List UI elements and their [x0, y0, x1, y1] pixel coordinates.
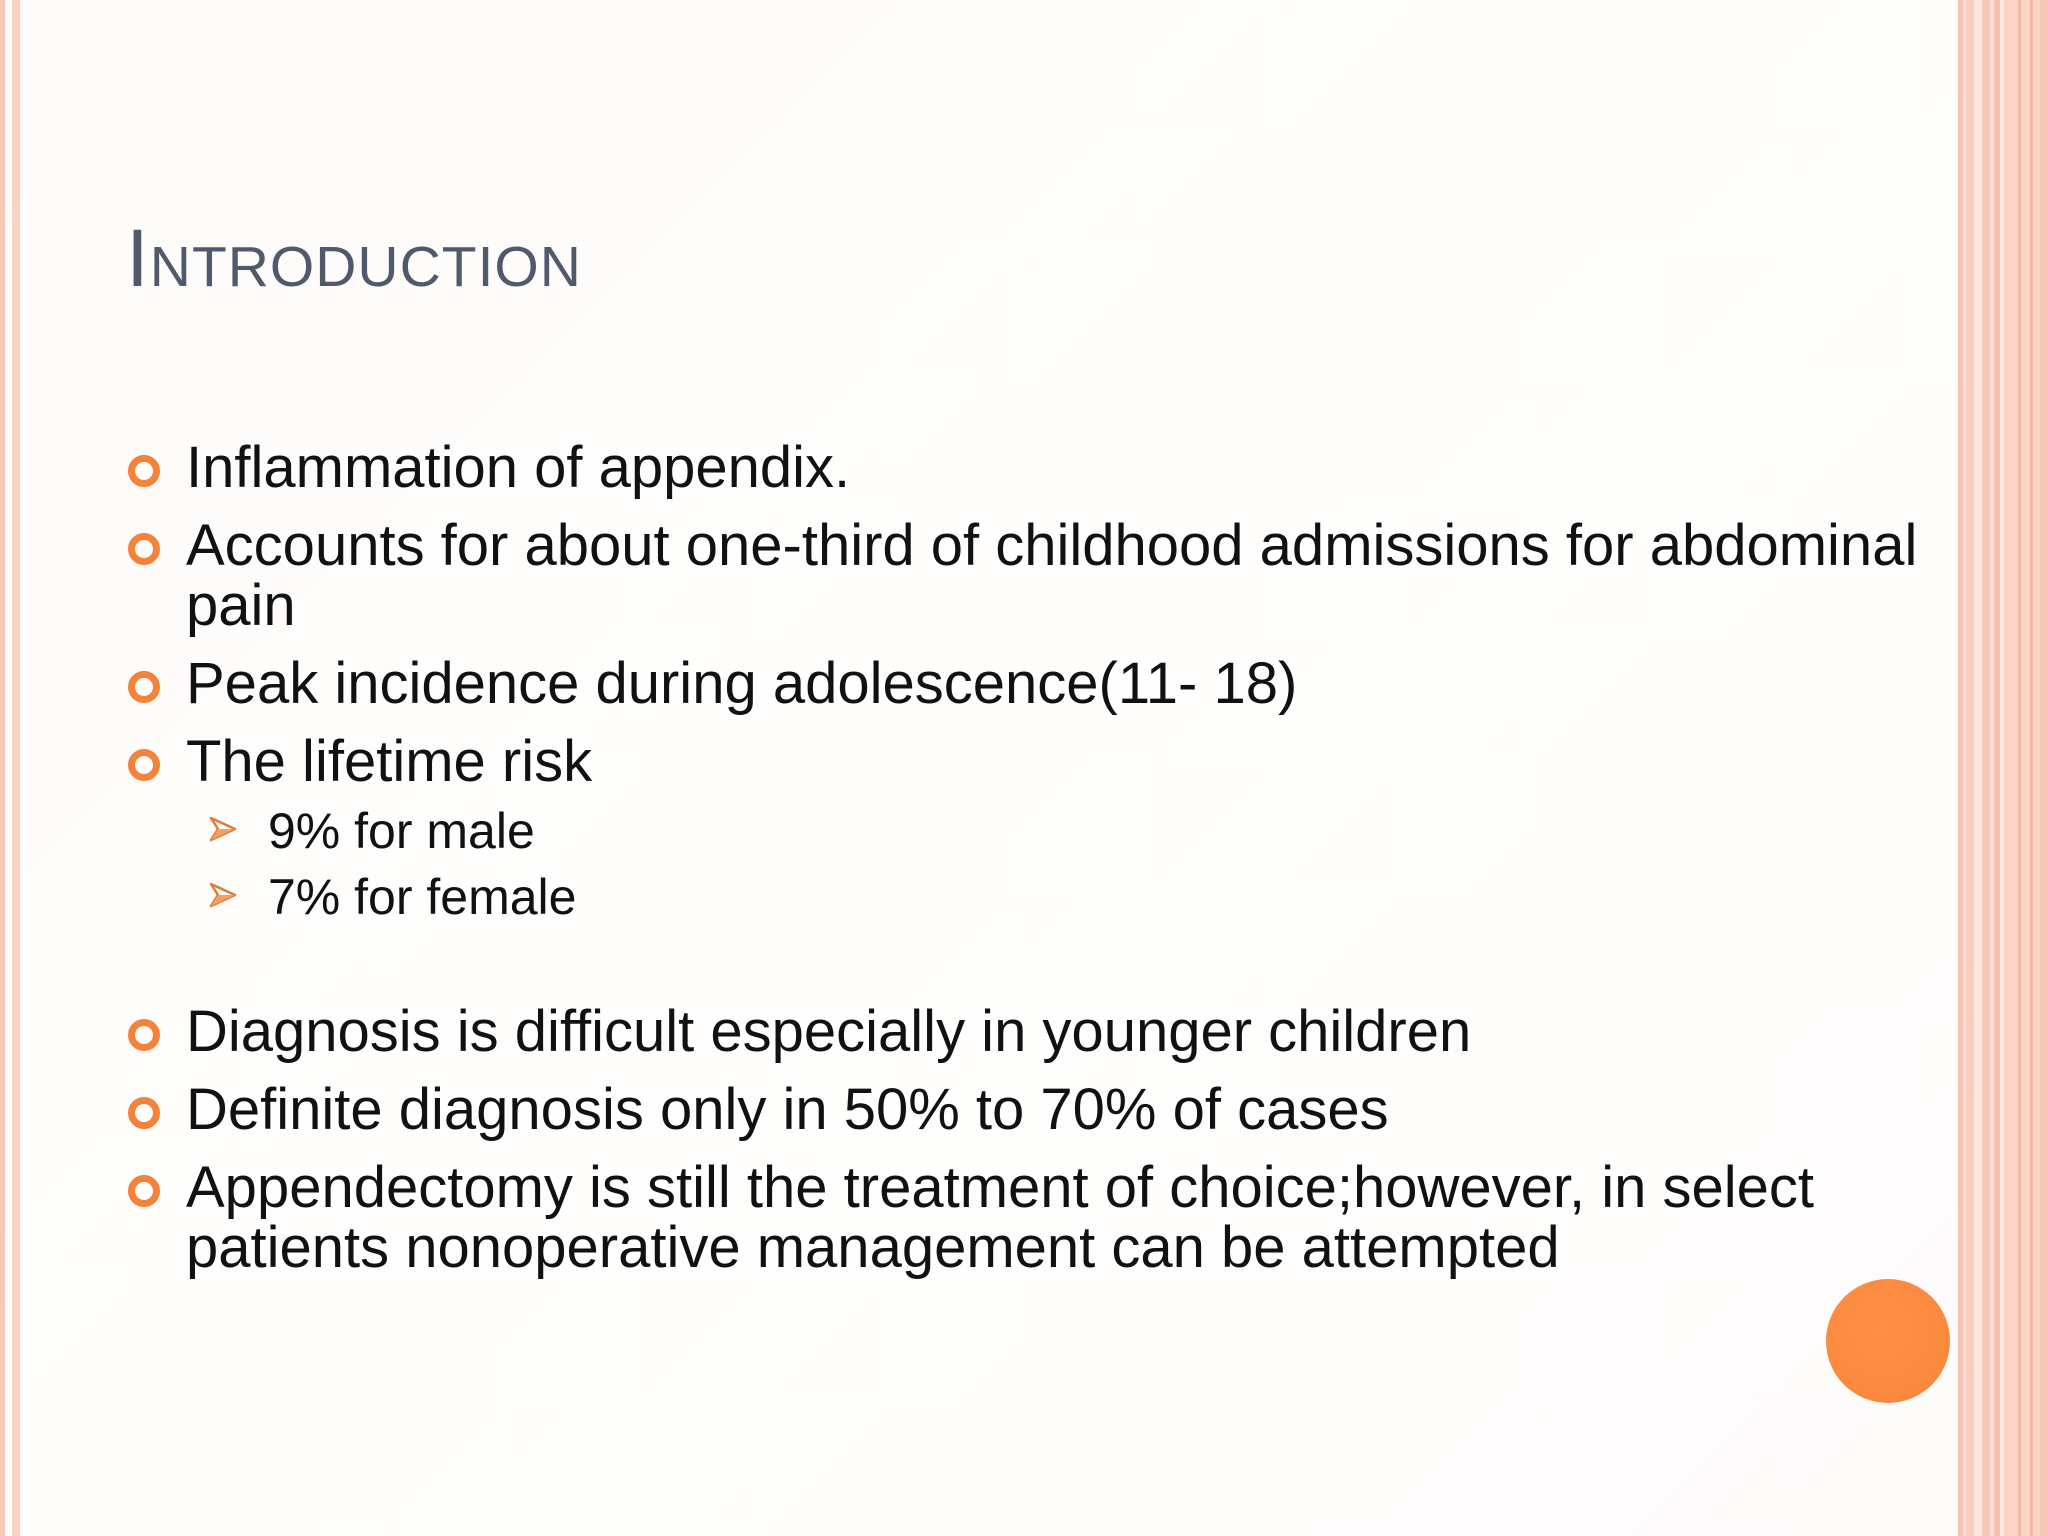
orange-ring-icon	[128, 1175, 160, 1207]
bullet-text: Peak incidence during adolescence(11- 18)	[186, 651, 1298, 716]
orange-ring-icon	[128, 533, 160, 565]
right-decorative-stripe	[2030, 0, 2033, 1536]
sub-bullet-list	[126, 804, 1926, 924]
bullet-item	[126, 729, 1926, 925]
bullet-text: Inflammation of appendix.	[186, 435, 851, 500]
sub-bullet-text: 9% for male	[268, 803, 535, 859]
bullet-item	[126, 651, 1926, 716]
arrowhead-icon	[208, 880, 238, 910]
sub-bullet-text: 7% for female	[268, 869, 577, 925]
slide-title: Introduction	[126, 213, 582, 304]
orange-circle-decoration	[1826, 1279, 1950, 1403]
bullet-item	[126, 1155, 1926, 1280]
bullet-text: Definite diagnosis only in 50% to 70% of cases	[186, 1077, 1389, 1142]
right-decorative-stripe	[1982, 0, 1990, 1536]
bullet-text: Accounts for about one-third of childhood admissions for abdominal pain	[186, 513, 1918, 638]
bullet-item	[126, 999, 1926, 1064]
list-spacer	[126, 942, 1926, 1002]
bullet-item	[126, 1077, 1926, 1142]
left-decorative-stripe	[0, 0, 5, 1536]
bullet-text: The lifetime risk	[186, 729, 593, 794]
bullet-item	[126, 513, 1926, 638]
orange-ring-icon	[128, 1097, 160, 1129]
left-decorative-stripe	[12, 0, 20, 1536]
right-decorative-stripe	[1966, 0, 1974, 1536]
orange-ring-icon	[128, 455, 160, 487]
sub-bullet-item	[126, 870, 1926, 924]
right-decorative-stripe	[2040, 0, 2048, 1536]
right-decorative-stripe	[2018, 0, 2021, 1536]
right-decorative-stripe	[1974, 0, 1982, 1536]
arrowhead-icon	[208, 814, 238, 844]
orange-ring-icon	[128, 671, 160, 703]
bullet-list	[126, 435, 1926, 1296]
orange-ring-icon	[128, 749, 160, 781]
sub-bullet-item	[126, 804, 1926, 858]
bullet-text: Diagnosis is difficult especially in younger children	[186, 999, 1472, 1064]
orange-ring-icon	[128, 1019, 160, 1051]
bullet-item	[126, 435, 1926, 500]
bullet-text: Appendectomy is still the treatment of choice;however, in select patients nonoperative management can be attempted	[186, 1155, 1815, 1280]
